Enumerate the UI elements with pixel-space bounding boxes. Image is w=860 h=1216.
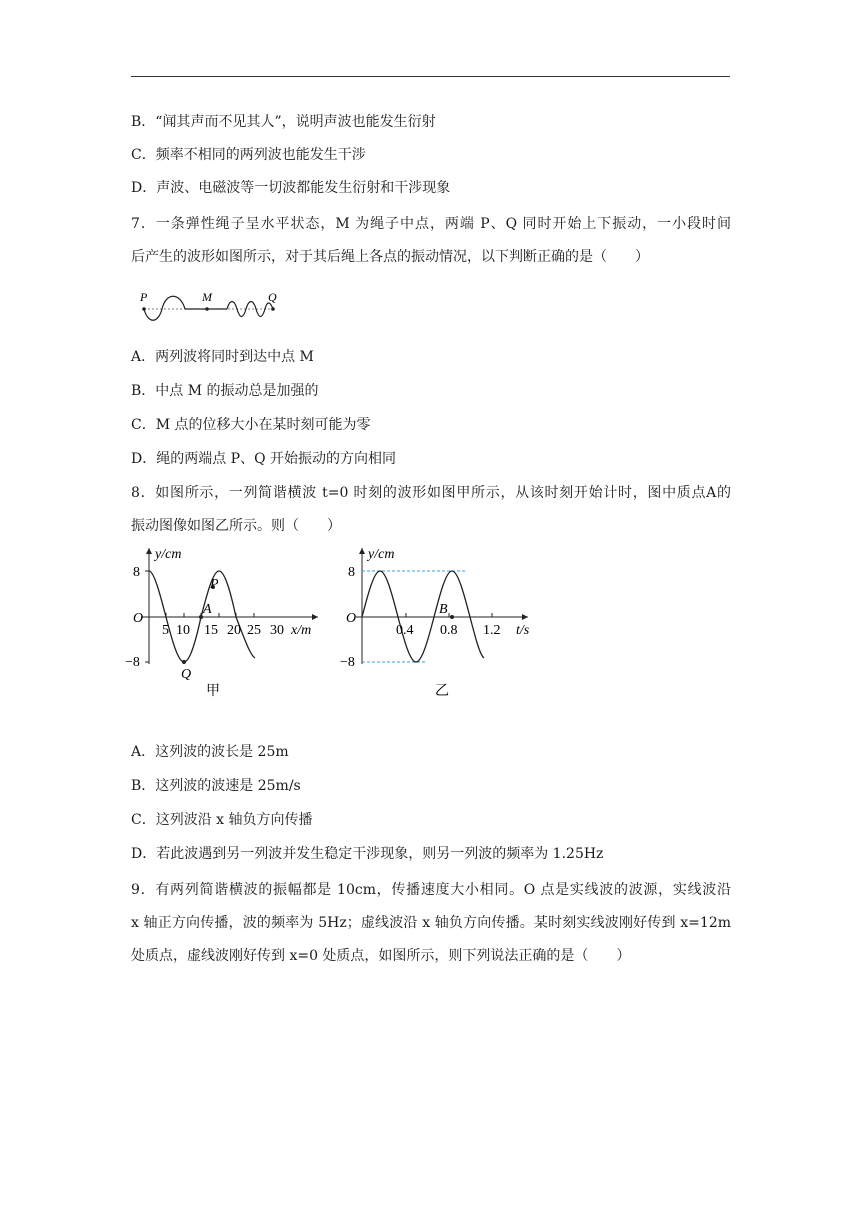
q8b-xtick-0.8: 0.8	[440, 623, 458, 638]
q6-option-b: B．“闻其声而不见其人”，说明声波也能发生衍射	[131, 114, 436, 130]
q7-label-q: Q	[268, 290, 277, 304]
q9-stem-line3: 处质点，虚线波刚好传到 x=0 处质点，如图所示，则下列说法正确的是（ ）	[131, 948, 631, 964]
q8b-ytick-bottom: −8	[340, 655, 355, 670]
q8a-xtick-25: 25	[247, 623, 261, 638]
q8-stem-line1: 8．如图所示，一列简谐横波 t=0 时刻的波形如图甲所示，从该时刻开始计时，图中质点A的	[131, 485, 731, 501]
q7-option-d: D．绳的两端点 P、Q 开始振动的方向相同	[131, 451, 397, 467]
q8a-xlabel: x/m	[291, 623, 312, 638]
q8a-origin: O	[133, 611, 144, 626]
q8-option-b: B．这列波的波速是 25m/s	[131, 778, 301, 794]
q8a-point-a-label: A	[203, 602, 212, 617]
q8-option-c: C．这列波沿 x 轴负方向传播	[131, 812, 313, 828]
q8b-xlabel: t/s	[516, 623, 530, 638]
q8-vibration-graph	[340, 540, 540, 700]
header-rule	[131, 76, 730, 77]
q8a-xtick-30: 30	[270, 623, 284, 638]
q8b-origin: O	[346, 611, 357, 626]
q6-option-c: C．频率不相同的两列波也能发生干涉	[131, 147, 366, 163]
q8b-xtick-0.4: 0.4	[396, 623, 414, 638]
q7-label-m: M	[202, 290, 212, 304]
q8a-point-q-label: Q	[181, 667, 192, 682]
q8a-caption: 甲	[206, 684, 220, 699]
q9-stem-line1: 9．有两列简谐横波的振幅都是 10cm，传播速度大小相同。O 点是实线波的波源，实线波沿	[131, 882, 731, 898]
q7-option-b: B．中点 M 的振动总是加强的	[131, 383, 319, 399]
q8a-xtick-20: 20	[227, 623, 241, 638]
q8a-xtick-5: 5	[162, 623, 169, 638]
q8-option-a: A．这列波的波长是 25m	[131, 744, 289, 760]
q8a-xtick-15: 15	[204, 623, 218, 638]
q7-rope-figure	[135, 286, 285, 326]
q8-stem-line2: 振动图像如图乙所示。则（ ）	[131, 518, 341, 534]
q6-option-d: D．声波、电磁波等一切波都能发生衍射和干涉现象	[131, 180, 451, 196]
q9-stem-line2: x 轴正方向传播，波的频率为 5Hz；虚线波沿 x 轴负方向传播。某时刻实线波刚好传到 x=12m	[131, 915, 731, 931]
q7-option-c: C．M 点的位移大小在某时刻可能为零	[131, 417, 371, 433]
q8b-ylabel: y/cm	[368, 547, 395, 562]
q8a-ytick-top: 8	[133, 565, 140, 580]
q8a-point-p-label: P	[210, 577, 219, 592]
q8a-ylabel: y/cm	[155, 547, 182, 562]
q8a-ytick-bottom: −8	[125, 655, 140, 670]
q8b-point-b-label: B	[439, 602, 448, 617]
q8b-ytick-top: 8	[348, 565, 355, 580]
q8b-xtick-1.2: 1.2	[483, 623, 501, 638]
q7-stem-line1: 7．一条弹性绳子呈水平状态，M 为绳子中点，两端 P、Q 同时开始上下振动，一小段时间	[131, 216, 731, 232]
q7-stem-line2: 后产生的波形如图所示，对于其后绳上各点的振动情况，以下判断正确的是（ ）	[131, 249, 649, 265]
q8-wave-graph	[125, 540, 330, 700]
q8b-caption: 乙	[435, 684, 449, 699]
q7-option-a: A．两列波将同时到达中点 M	[131, 349, 314, 365]
q8a-xtick-10: 10	[176, 623, 190, 638]
q8-option-d: D．若此波遇到另一列波并发生稳定干涉现象，则另一列波的频率为 1.25Hz	[131, 846, 604, 862]
q7-label-p: P	[140, 290, 148, 304]
